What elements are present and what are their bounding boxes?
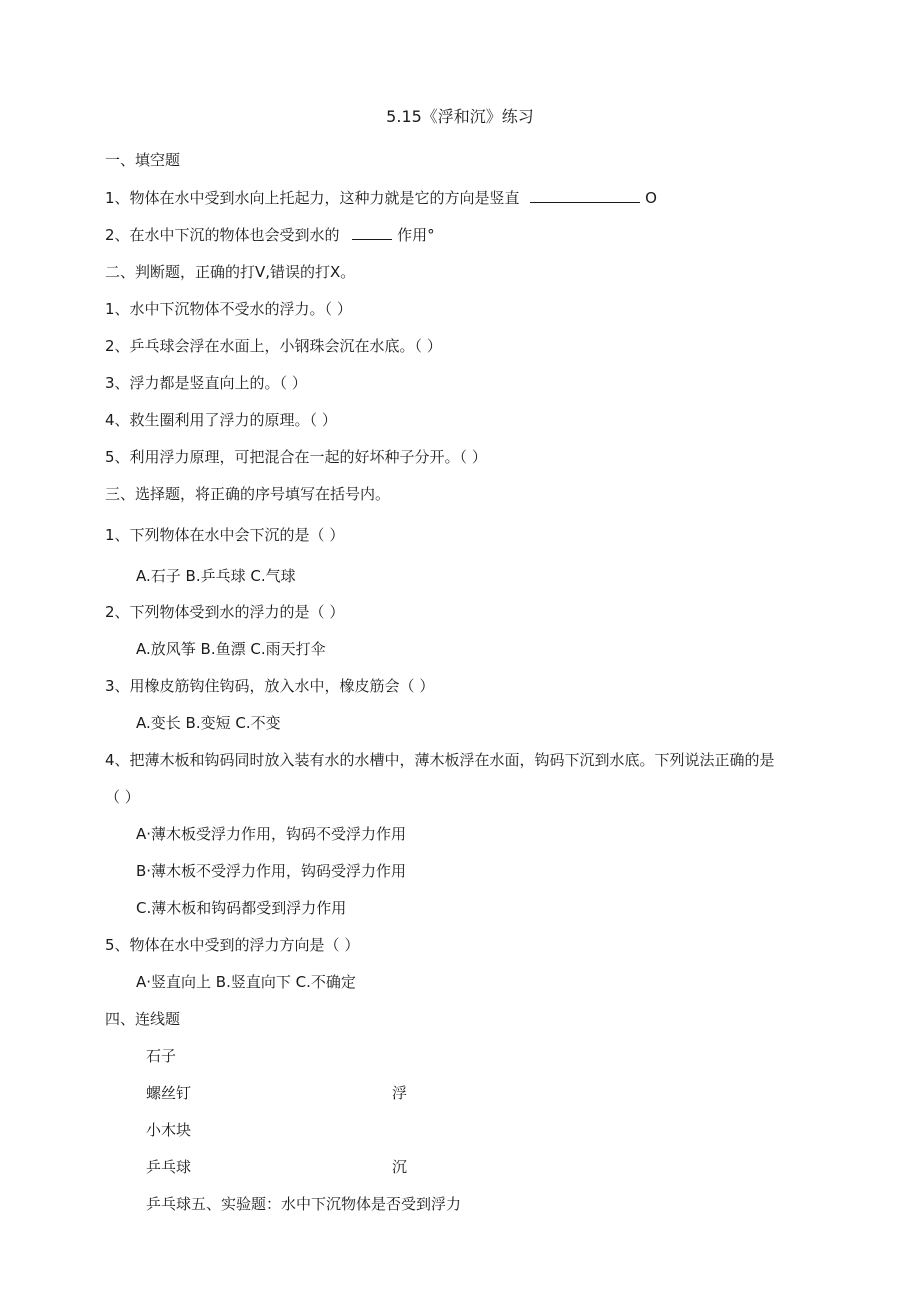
choice-options-3: A.变长 B.变短 C.不变	[136, 714, 281, 732]
true-false-item: 3、浮力都是竖直向上的。（ ）	[105, 374, 307, 392]
true-false-item: 4、救生圈利用了浮力的原理。（ ）	[105, 411, 337, 429]
true-false-item: 2、乒乓球会浮在水面上，小钢珠会沉在水底。（ ）	[105, 337, 442, 355]
choice-options-5: A·竖直向上 B.竖直向下 C.不确定	[136, 973, 356, 991]
matching-right-item: 沉	[392, 1158, 408, 1176]
choice-question-1: 1、下列物体在水中会下沉的是（ ）	[105, 526, 345, 544]
matching-left-item: 小木块	[146, 1121, 192, 1139]
section-heading-fill-in: 一、填空题	[105, 151, 181, 169]
true-false-item: 1、水中下沉物体不受水的浮力。（ ）	[105, 300, 352, 318]
choice-question-5: 5、物体在水中受到的浮力方向是（ ）	[105, 936, 360, 954]
question-text-end: 作用°	[397, 226, 435, 244]
choice-option-4a: A·薄木板受浮力作用，钩码不受浮力作用	[136, 825, 407, 843]
matching-left-item: 螺丝钉	[146, 1084, 192, 1102]
question-text-end: O	[645, 189, 657, 207]
question-text: 2、在水中下沉的物体也会受到水的	[105, 226, 340, 244]
choice-question-2: 2、下列物体受到水的浮力的是（ ）	[105, 603, 345, 621]
choice-question-4-paren: （ ）	[105, 788, 140, 806]
choice-option-4c: C.薄木板和钩码都受到浮力作用	[136, 899, 347, 917]
answer-blank	[530, 188, 640, 203]
question-fill-2	[105, 225, 435, 245]
page-title: 5.15《浮和沉》练习	[386, 107, 534, 126]
question-fill-1	[105, 188, 657, 208]
section-heading-matching: 四、连线题	[105, 1010, 181, 1028]
choice-options-2: A.放风筝 B.鱼漂 C.雨天打伞	[136, 640, 326, 658]
choice-question-4: 4、把薄木板和钩码同时放入装有水的水槽中，薄木板浮在水面，钩码下沉到水底。下列说法正确的是	[105, 751, 775, 769]
choice-option-4b: B·薄木板不受浮力作用，钩码受浮力作用	[136, 862, 407, 880]
question-text: 1、物体在水中受到水向上托起力，这种力就是它的方向是竖直	[105, 189, 520, 207]
matching-right-item: 浮	[392, 1084, 408, 1102]
choice-options-1: A.石子 B.乒乓球 C.气球	[136, 567, 296, 585]
section-heading-multiple-choice: 三、选择题，将正确的序号填写在括号内。	[105, 485, 391, 503]
matching-left-item: 乒乓球	[146, 1158, 192, 1176]
true-false-item: 5、利用浮力原理，可把混合在一起的好坏种子分开。（ ）	[105, 448, 487, 466]
matching-last-line: 乒乓球五、实验题：水中下沉物体是否受到浮力	[146, 1195, 462, 1213]
choice-question-3: 3、用橡皮筋钩住钩码，放入水中，橡皮筋会（ ）	[105, 677, 435, 695]
answer-blank	[352, 225, 392, 240]
matching-left-item: 石子	[146, 1047, 177, 1065]
section-heading-true-false: 二、判断题，正确的打V,错误的打X。	[105, 263, 356, 281]
